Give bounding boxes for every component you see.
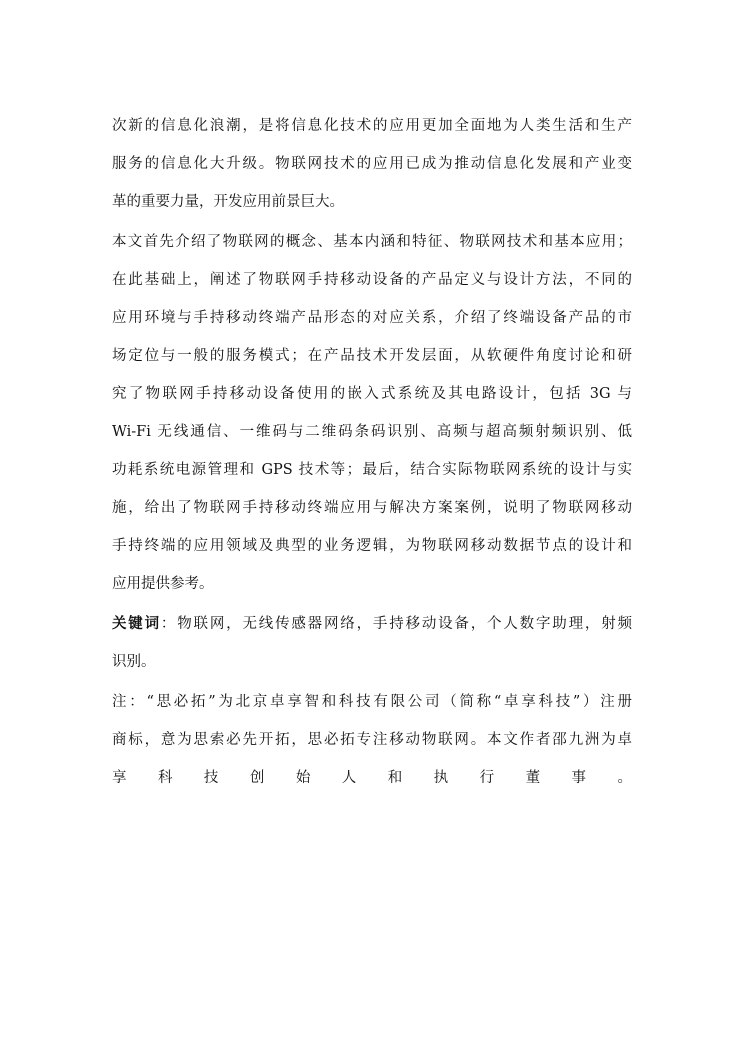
paragraph-1-line-2: 服务的信息化大升级。物联网技术的应用已成为推动信息化发展和产业变 — [112, 156, 632, 172]
keywords-text: ：物联网，无线传感器网络，手持移动设备，个人数字助理，射频 — [160, 616, 632, 632]
keywords-line-2: 识别。 — [112, 654, 156, 670]
note-line-3-char: 人 — [341, 770, 357, 786]
paragraph-2-line-8: 施，给出了物联网手持移动终端应用与解决方案案例，说明了物联网移动 — [112, 500, 632, 516]
keywords-line-1 — [112, 614, 632, 634]
paragraph-2-line-7: 功耗系统电源管理和 GPS 技术等；最后，结合实际物联网系统的设计与实 — [112, 462, 632, 478]
note-line-3-char: 技 — [203, 770, 219, 786]
note-line-2: 商标，意为思索必先开拓，思必拓专注移动物联网。本文作者邵九洲为卓 — [112, 732, 632, 748]
paragraph-1-line-1: 次新的信息化浪潮，是将信息化技术的应用更加全面地为人类生活和生产 — [112, 118, 632, 134]
paragraph-2-line-10: 应用提供参考。 — [112, 576, 214, 592]
note-line-3-char: 。 — [617, 770, 632, 786]
paragraph-2-line-9: 手持终端的应用领域及典型的业务逻辑，为物联网移动数据节点的设计和 — [112, 538, 632, 554]
note-line-3-char: 执 — [433, 770, 449, 786]
note-line-3-char: 创 — [249, 770, 265, 786]
paragraph-2-line-1: 本文首先介绍了物联网的概念、基本内涵和特征、物联网技术和基本应用； — [112, 234, 632, 250]
note-line-3-char: 科 — [157, 770, 173, 786]
note-line-3-char: 和 — [387, 770, 403, 786]
note-line-3-char: 享 — [112, 770, 127, 786]
note-line-3-char: 行 — [479, 770, 495, 786]
note-line-3-char: 事 — [571, 770, 587, 786]
paragraph-2-line-6: Wi-Fi 无线通信、一维码与二维码条码识别、高频与超高频射频识别、低 — [112, 424, 632, 440]
paragraph-2-line-3: 应用环境与手持移动终端产品形态的对应关系，介绍了终端设备产品的市 — [112, 310, 632, 326]
paragraph-2-line-4: 场定位与一般的服务模式；在产品技术开发层面，从软硬件角度讨论和研 — [112, 348, 632, 364]
paragraph-2-line-5: 究了物联网手持移动设备使用的嵌入式系统及其电路设计，包括 3G 与 — [112, 386, 632, 402]
note-line-1: 注：“思必拓”为北京卓享智和科技有限公司（简称“卓享科技”）注册 — [112, 694, 632, 710]
keywords-label: 关键词 — [112, 615, 161, 632]
note-line-3-char: 始 — [295, 770, 311, 786]
note-line-3-char: 董 — [525, 770, 541, 786]
note-line-3 — [112, 768, 632, 788]
paragraph-2-line-2: 在此基础上，阐述了物联网手持移动设备的产品定义与设计方法，不同的 — [112, 272, 632, 288]
paragraph-1-line-3: 革的重要力量，开发应用前景巨大。 — [112, 194, 344, 210]
